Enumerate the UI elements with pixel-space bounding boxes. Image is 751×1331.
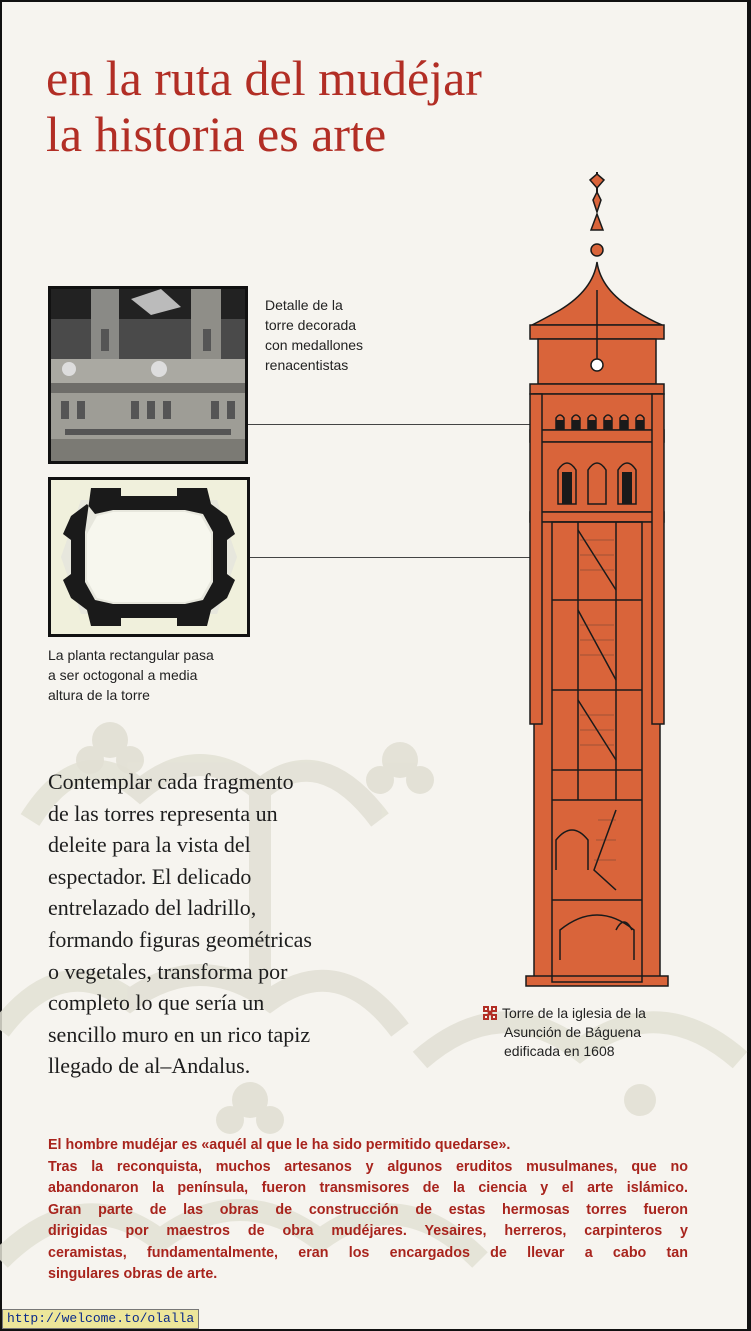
leader-line-photo bbox=[248, 424, 530, 425]
body-line: formando figuras geométricas bbox=[48, 926, 312, 952]
title-line-1: en la ruta del mudéjar bbox=[46, 50, 482, 106]
leader-line-plan bbox=[250, 557, 532, 558]
body-line: llegado de al–Andalus. bbox=[48, 1053, 251, 1079]
mudejar-history-paragraph bbox=[48, 1135, 688, 1286]
tower-caption bbox=[482, 1004, 712, 1061]
tower-elevation-drawing bbox=[520, 170, 680, 990]
body-line: completo lo que sería un bbox=[48, 990, 265, 1016]
tower-caption-line-3: edificada en 1608 bbox=[504, 1043, 615, 1059]
plan-caption-line: a ser octogonal a media bbox=[48, 667, 198, 683]
octagonal-plan-drawing bbox=[48, 477, 250, 637]
body-line: de las torres representa un bbox=[48, 800, 278, 826]
mudejar-star-icon bbox=[482, 1005, 498, 1021]
plan-caption-line: La planta rectangular pasa bbox=[48, 647, 214, 663]
photo-caption-line: con medallones bbox=[265, 337, 364, 353]
tower-caption-line-1 bbox=[482, 1004, 712, 1023]
photo-caption-line: torre decorada bbox=[265, 317, 357, 333]
plan-caption bbox=[48, 645, 268, 705]
tower-caption-line-2: Asunción de Báguena bbox=[504, 1024, 641, 1040]
history-line: abandonaron la península, fueron transmisores de la ciencia y el arte islámico. bbox=[48, 1180, 688, 1196]
photo-caption-line: renacentistas bbox=[265, 357, 349, 373]
tower-caption-text: Torre de la iglesia de la bbox=[502, 1005, 646, 1021]
body-paragraph bbox=[48, 766, 378, 1082]
history-line: Tras la reconquista, muchos artesanos y algunos eruditos musulmanes, que no bbox=[48, 1158, 688, 1175]
source-url-link[interactable]: http://welcome.to/olalla bbox=[2, 1309, 199, 1329]
body-line: entrelazado del ladrillo, bbox=[48, 895, 257, 921]
history-line: El hombre mudéjar es «aquél al que le ha sido permitido quedarse». bbox=[48, 1137, 511, 1153]
history-line: dirigidas por maestros de obra mudéjares. Yesaires, herreros, carpinteros y bbox=[48, 1223, 688, 1239]
body-line: deleite para la vista del bbox=[48, 832, 251, 858]
photo-caption-line: Detalle de la bbox=[265, 297, 343, 313]
history-line: singulares obras de arte. bbox=[48, 1266, 218, 1282]
body-line: sencillo muro en un rico tapiz bbox=[48, 1021, 311, 1047]
plan-caption-line: altura de la torre bbox=[48, 687, 150, 703]
title-line-2: la historia es arte bbox=[46, 106, 387, 162]
photo-caption bbox=[265, 295, 425, 375]
history-line: Gran parte de las obras de construcción de estas hermosas torres fueron bbox=[48, 1201, 688, 1218]
body-line: Contemplar cada fragmento bbox=[48, 769, 294, 794]
body-line: espectador. El delicado bbox=[48, 863, 252, 889]
tower-detail-photo bbox=[48, 286, 248, 464]
body-line: o vegetales, transforma por bbox=[48, 958, 288, 984]
page-title bbox=[46, 50, 482, 162]
history-line: ceramistas, fundamentalmente, eran los encargados de llevar a cabo tan bbox=[48, 1244, 688, 1261]
